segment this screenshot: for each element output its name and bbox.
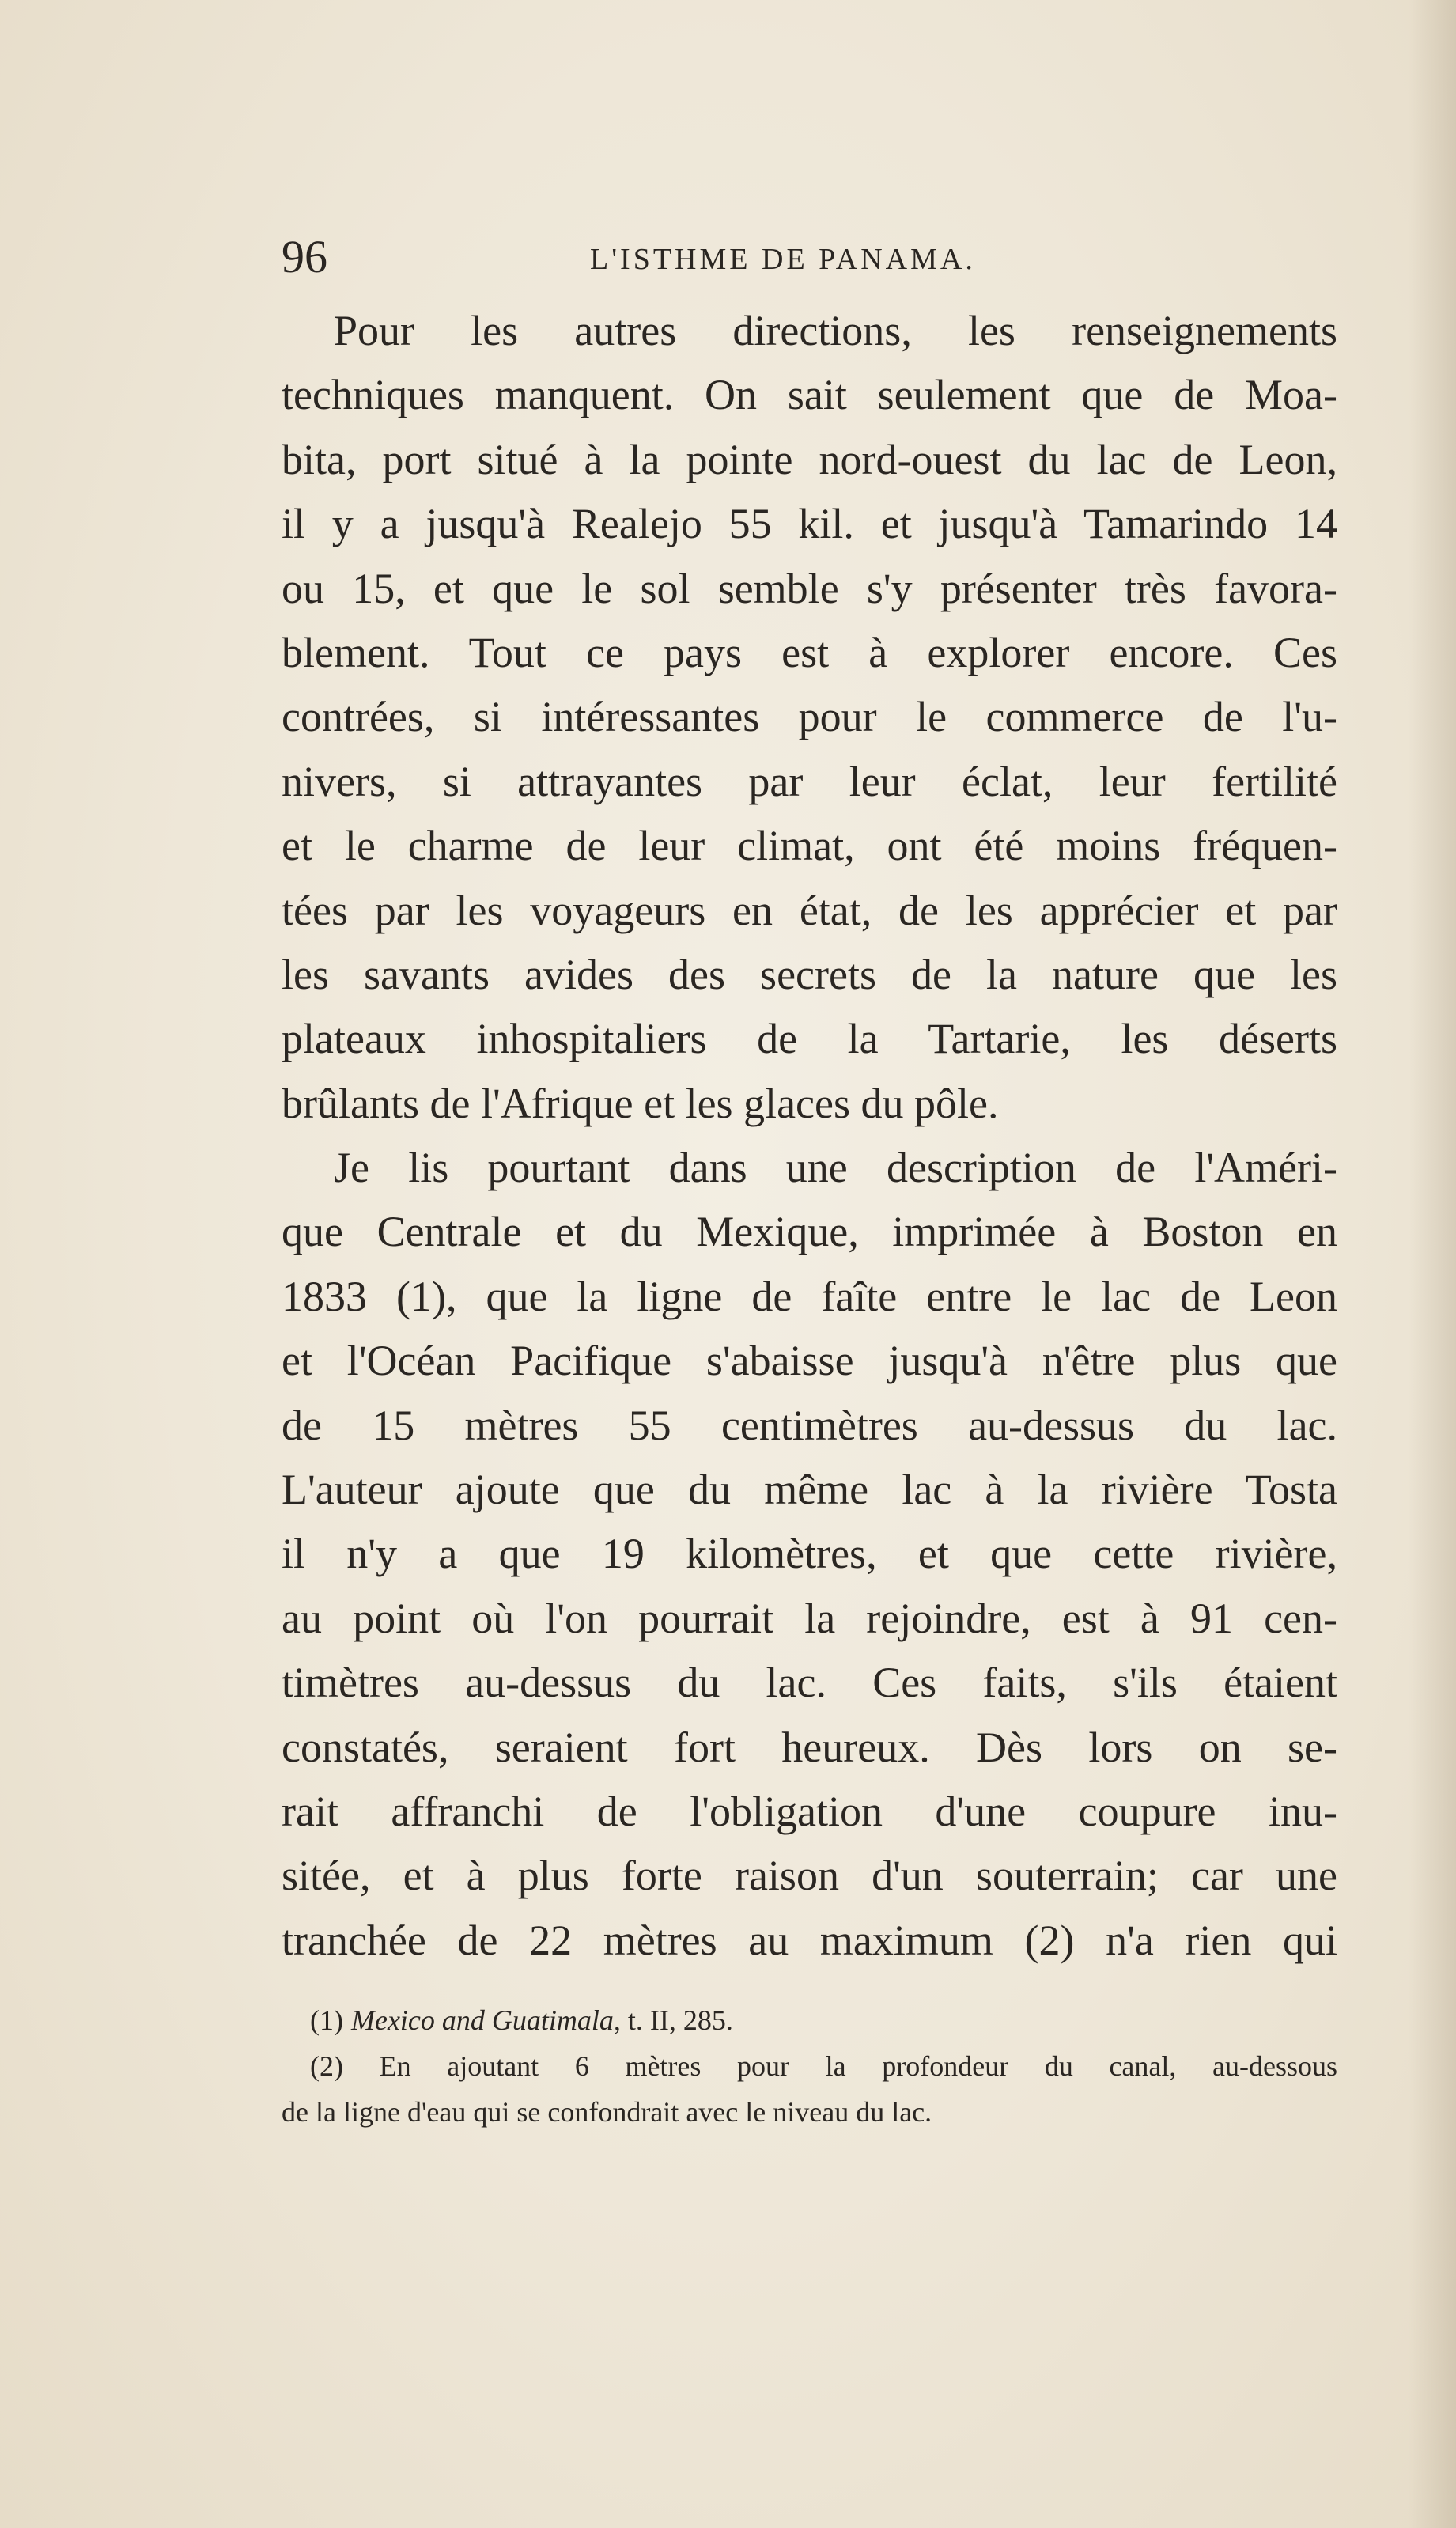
text-line: L'auteur ajoute que du même lac à la rivière Tosta — [282, 1466, 1337, 1514]
footnote-2: (2) En ajoutant 6 mètres pour la profondeur du canal, au-dessous — [310, 2050, 1337, 2082]
text-line: ou 15, et que le sol semble s'y présenter très favora- — [282, 564, 1337, 612]
text-line: plateaux inhospitaliers de la Tartarie, les déserts — [282, 1015, 1337, 1063]
text-line: que Centrale et du Mexique, imprimée à Boston en — [282, 1208, 1337, 1256]
footnote-citation: t. II, 285. — [627, 2004, 733, 2036]
text-line: il n'y a que 19 kilomètres, et que cette rivière, — [282, 1530, 1337, 1578]
text-line: blement. Tout ce pays est à explorer encore. Ces — [282, 628, 1337, 676]
text-line: tées par les voyageurs en état, de les apprécier et par — [282, 886, 1337, 934]
text-line: il y a jusqu'à Realejo 55 kil. et jusqu'à Tamarindo 14 — [282, 500, 1337, 548]
footnote-2-continued: de la ligne d'eau qui se confondrait avec le niveau du lac. — [282, 2096, 932, 2128]
footnote-source-title: Mexico and Guatimala, — [350, 2004, 621, 2036]
footnote-1 — [282, 1997, 1337, 2043]
text-line: techniques manquent. On sait seulement que de Moa- — [282, 371, 1337, 419]
text-line: rait affranchi de l'obligation d'une coupure inu- — [282, 1787, 1337, 1835]
text-line: constatés, seraient fort heureux. Dès lors on se- — [282, 1723, 1337, 1771]
text-line: 1833 (1), que la ligne de faîte entre le lac de Leon — [282, 1272, 1337, 1320]
paragraph-end-line: brûlants de l'Afrique et les glaces du pôle. — [282, 1079, 999, 1127]
paragraph-start-line: Je lis pourtant dans une description de l'Améri- — [334, 1144, 1337, 1192]
page-number: 96 — [282, 231, 327, 282]
text-line: sitée, et à plus forte raison d'un souterrain; car une — [282, 1852, 1337, 1900]
text-line: timètres au-dessus du lac. Ces faits, s'ils étaient — [282, 1659, 1337, 1707]
body-text — [282, 299, 1337, 1973]
text-line: au point où l'on pourrait la rejoindre, est à 91 cen- — [282, 1594, 1337, 1642]
text-line: et le charme de leur climat, ont été moins fréquen- — [282, 822, 1337, 870]
text-line: contrées, si intéressantes pour le commerce de l'u- — [282, 693, 1337, 741]
footnote-ref: (1) — [310, 2004, 343, 2036]
footnotes — [282, 1997, 1337, 2135]
text-line: et l'Océan Pacifique s'abaisse jusqu'à n'être plus que — [282, 1337, 1337, 1385]
text-line: Pour les autres directions, les renseignements — [334, 307, 1337, 354]
text-line: bita, port situé à la pointe nord-ouest du lac de Leon, — [282, 435, 1337, 483]
text-line: les savants avides des secrets de la nature que les — [282, 950, 1337, 998]
text-line: tranchée de 22 mètres au maximum (2) n'a rien qui — [282, 1916, 1337, 1964]
page-header — [282, 229, 1337, 285]
text-line: de 15 mètres 55 centimètres au-dessus du lac. — [282, 1401, 1337, 1449]
running-head: L'ISTHME DE PANAMA. — [590, 243, 976, 276]
text-line: nivers, si attrayantes par leur éclat, leur fertilité — [282, 757, 1337, 805]
